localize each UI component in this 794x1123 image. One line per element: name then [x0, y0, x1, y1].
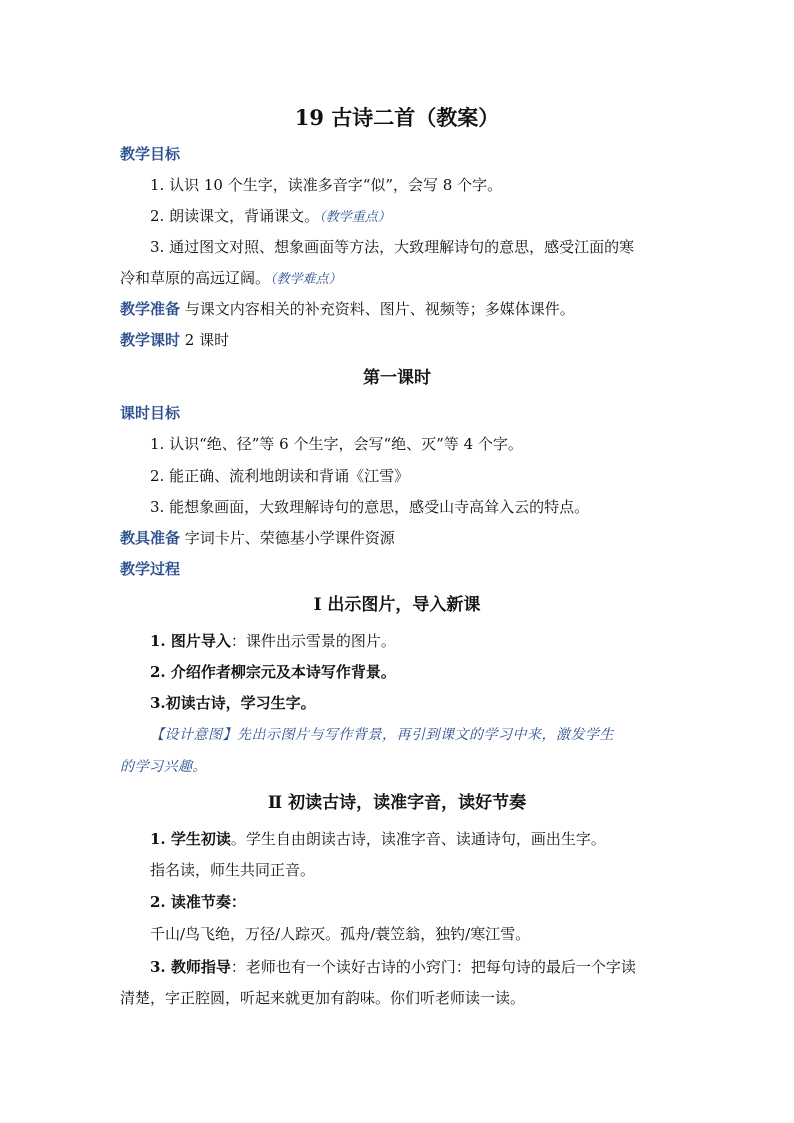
- section-2-item-3-label: 3. 教师指导: [150, 958, 231, 976]
- section-2-line-a: 指名读，师生共同正音。: [150, 861, 316, 879]
- goal-3-line-1: 3. 通过图文对照、想象画面等方法，大致理解诗句的意思，感受江面的寒: [150, 238, 635, 256]
- section-2-item-1-text: 。学生自由朗读古诗，读准字音、读通诗句，画出生字。: [230, 830, 606, 848]
- section-2-item-3-line-2: 清楚，字正腔圆，听起来就更加有韵味。你们听老师读一读。: [120, 989, 526, 1007]
- section-1-title: Ⅰ 出示图片，导入新课: [313, 595, 481, 615]
- design-intent-line-2: 的学习兴趣。: [120, 759, 207, 775]
- teaching-goals-heading: 教学目标: [120, 145, 181, 163]
- goal-2-note: （教学重点）: [319, 210, 391, 225]
- section-1-item-1-text: ：课件出示雪景的图片。: [230, 632, 396, 650]
- lesson-goal-1: 1. 认识“绝、径”等 6 个生字，会写“绝、灭”等 4 个字。: [150, 435, 523, 453]
- section-2-title: Ⅱ 初读古诗，读准字音，读好节奏: [267, 793, 527, 813]
- teaching-prep-label: 教学准备: [120, 300, 181, 318]
- section-1-item-3: 3.初读古诗，学习生字。: [150, 694, 316, 712]
- section-2-item-3: [150, 957, 680, 977]
- section-1-item-2: 2. 介绍作者柳宗元及本诗写作背景。: [150, 663, 396, 681]
- teaching-tools: [120, 528, 680, 548]
- goal-2-text: 2. 朗读课文，背诵课文。: [150, 207, 320, 225]
- lesson-goal-3: 3. 能想象画面，大致理解诗句的意思，感受山寺高耸入云的特点。: [150, 498, 590, 516]
- teaching-tools-label: 教具准备: [120, 529, 181, 547]
- teaching-prep: [120, 299, 680, 319]
- lesson-1-title: 第一课时: [363, 368, 431, 388]
- goal-3-note: （教学难点）: [270, 272, 342, 287]
- lesson-goals-heading: 课时目标: [120, 404, 181, 422]
- section-2-item-1-label: 1. 学生初读: [150, 830, 231, 848]
- section-1-item-1-label: 1. 图片导入: [150, 632, 231, 650]
- teaching-hours-label: 教学课时: [120, 331, 181, 349]
- teaching-prep-text: 与课文内容相关的补充资料、图片、视频等；多媒体课件。: [180, 300, 575, 318]
- teaching-tools-text: 字词卡片、荣德基小学课件资源: [180, 529, 395, 547]
- section-2-rhythm: 千山/鸟飞绝，万径/人踪灭。孤舟/蓑笠翁，独钓/寒江雪。: [150, 925, 531, 943]
- goal-2: [150, 206, 680, 228]
- teaching-hours: [120, 330, 680, 350]
- lesson-goal-2: 2. 能正确、流利地朗读和背诵《江雪》: [150, 467, 410, 485]
- section-2-item-2: 2. 读准节奏：: [150, 893, 246, 911]
- teaching-process-heading: 教学过程: [120, 560, 181, 578]
- goal-1: 1. 认识 10 个生字，读准多音字“似”，会写 8 个字。: [150, 176, 503, 194]
- document-title: 19 古诗二首（教案）: [294, 105, 500, 130]
- teaching-hours-text: 2 课时: [180, 331, 230, 349]
- design-intent-line-1: 【设计意图】先出示图片与写作背景，再引到课文的学习中来，激发学生: [150, 727, 614, 743]
- section-2-item-1: [150, 829, 680, 849]
- goal-3-text: 冷和草原的高远辽阔。: [120, 269, 271, 287]
- section-1-item-1: [150, 631, 680, 651]
- goal-3-line-2: [120, 268, 680, 290]
- section-2-item-3-text: ：老师也有一个读好古诗的小窍门：把每句诗的最后一个字读: [230, 958, 636, 976]
